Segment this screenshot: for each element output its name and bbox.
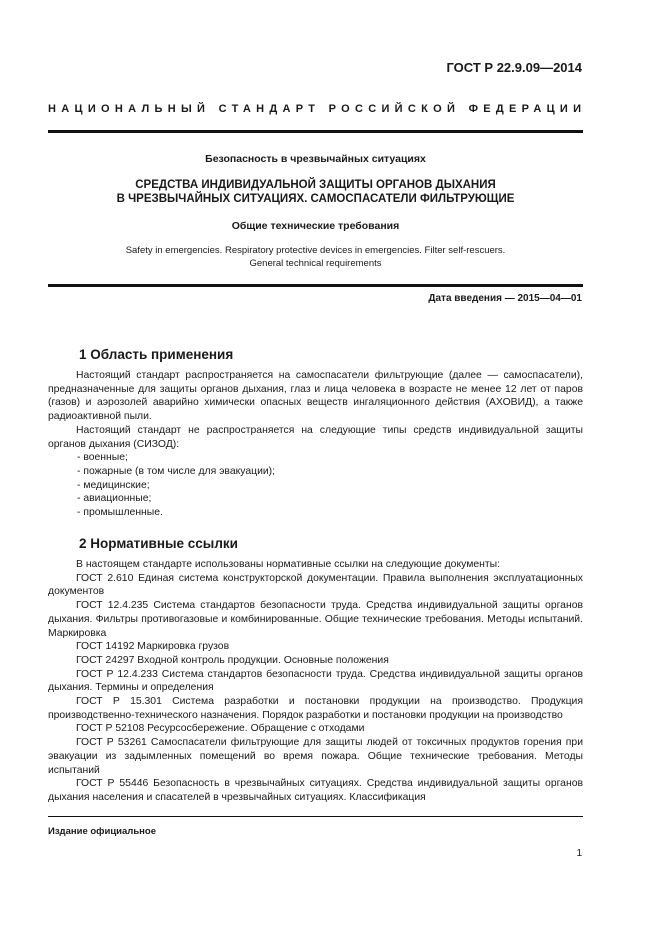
reference-item: ГОСТ Р 15.301 Система разработки и постановки продукции на производство. Продукция производственно-технического назначения. Порядок разработки и постановки продукции на производство — [48, 696, 583, 721]
section-1-paragraph-2: Настоящий стандарт не распространяется на следующие типы средств индивидуальной защиты органов дыхания (СИЗОД): — [48, 424, 583, 450]
national-standard-title: НАЦИОНАЛЬНЫЙ СТАНДАРТ РОССИЙСКОЙ ФЕДЕРАЦИИ — [48, 103, 587, 115]
reference-item: ГОСТ Р 52108 Ресурсосбережение. Обращение с отходами — [76, 723, 365, 735]
english-title-line-2: General technical requirements — [249, 258, 382, 269]
section-1-heading: 1 Область применения — [79, 347, 234, 362]
title-bottom-rule — [48, 284, 583, 287]
page-number: 1 — [576, 848, 582, 859]
official-edition-label: Издание официальное — [48, 826, 156, 837]
exclusion-list-item: - медицинские; — [77, 479, 150, 491]
main-title-line-1: СРЕДСТВА ИНДИВИДУАЛЬНОЙ ЗАЩИТЫ ОРГАНОВ ДЫХАНИЯ — [135, 179, 496, 191]
reference-item: ГОСТ Р 55446 Безопасность в чрезвычайных ситуациях. Средства индивидуальной защиты органов дыхания населения и спасателей в чрезвычайных ситуациях. Классификация — [48, 778, 583, 803]
reference-item: ГОСТ 14192 Маркировка грузов — [76, 641, 230, 653]
english-title — [48, 244, 583, 270]
section-2-intro: В настоящем стандарте использованы нормативные ссылки на следующие документы: — [76, 559, 500, 570]
footer-rule — [48, 816, 583, 817]
exclusion-list-item: - промышленные. — [77, 507, 163, 519]
standard-subject: Безопасность в чрезвычайных ситуациях — [205, 153, 426, 165]
document-number: ГОСТ Р 22.9.09—2014 — [446, 60, 582, 75]
reference-item: ГОСТ 24297 Входной контроль продукции. Основные положения — [76, 654, 389, 666]
exclusion-list-item: - военные; — [77, 452, 128, 464]
reference-item: ГОСТ Р 53261 Самоспасатели фильтрующие для защиты людей от токсичных продуктов горения при эвакуации из задымленных помещений во время пожара. Общие технические требования. Методы испытаний — [48, 737, 583, 776]
main-title-line-2: В ЧРЕЗВЫЧАЙНЫХ СИТУАЦИЯХ. САМОСПАСАТЕЛИ ФИЛЬТРУЮЩИЕ — [116, 193, 515, 205]
section-1-body — [48, 369, 583, 520]
exclusion-list-item: - авиационные; — [77, 493, 152, 505]
section-2-heading: 2 Нормативные ссылки — [79, 536, 238, 551]
standard-subtitle: Общие технические требования — [231, 220, 400, 232]
reference-item: ГОСТ 2.610 Единая система конструкторской документации. Правила выполнения эксплуатационных документов — [48, 572, 583, 598]
reference-item: ГОСТ Р 12.4.233 Система стандартов безопасности труда. Средства индивидуальной защиты органов дыхания. Термины и определения — [48, 668, 583, 694]
section-2-body — [48, 558, 583, 805]
section-1-paragraph-1: Настоящий стандарт распространяется на самоспасатели фильтрующие (далее — самоспасатели), предназначенные для защиты органов дыхания, глаз и лица человека в возрасте не менее 12 лет от паров (газов) и аэрозолей аварийно химически опасных веществ ингаляционного действия (АХОВИД), а также радиоактивной пыли. — [48, 370, 583, 423]
exclusion-list-item: - пожарные (в том числе для эвакуации); — [77, 465, 276, 477]
reference-item: ГОСТ 12.4.235 Система стандартов безопасности труда. Средства индивидуальной защиты органов дыхания. Фильтры противогазовые и комбинированные. Общие технические требования. Методы испытаний. Маркировка — [48, 600, 583, 639]
english-title-line-1: Safety in emergencies. Respiratory protective devices in emergencies. Filter self-rescuers. — [125, 245, 506, 256]
standard-main-title — [48, 178, 583, 206]
header-rule — [48, 130, 583, 133]
introduction-date: Дата введения — 2015—04—01 — [428, 293, 582, 304]
